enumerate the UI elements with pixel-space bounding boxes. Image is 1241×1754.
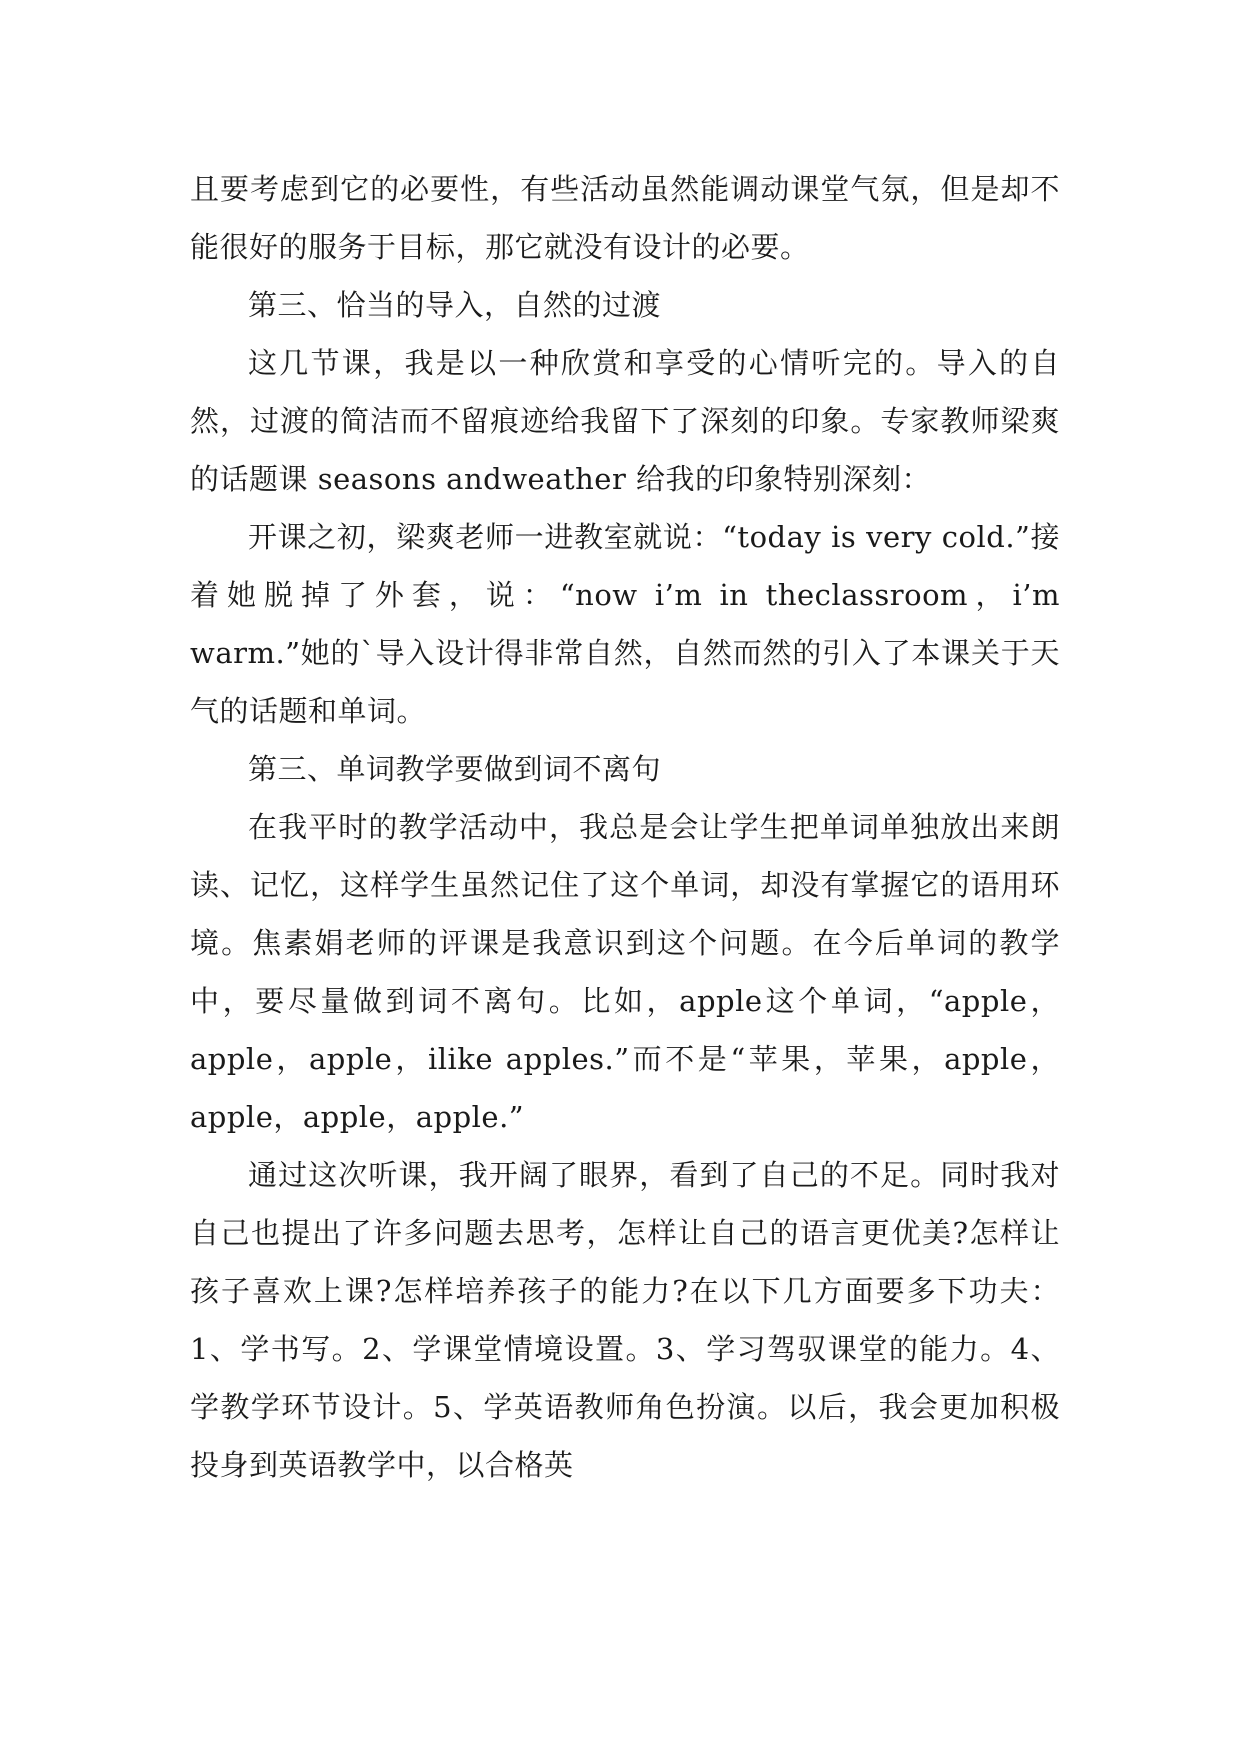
paragraph-vocabulary-teaching: 在我平时的教学活动中，我总是会让学生把单词单独放出来朗读、记忆，这样学生虽然记住了这个单词，却没有掌握它的语用环境。焦素娟老师的评课是我意识到这个问题。在今后单词的教学中，要尽量做到词不离句。比如，apple这个单词，“apple，apple，apple，ilike apples.”而不是“苹果，苹果，apple，apple，apple，apple.”: [190, 810, 1060, 1134]
paragraph-reflection: 通过这次听课，我开阔了眼界，看到了自己的不足。同时我对自己也提出了许多问题去思考，怎样让自己的语言更优美?怎样让孩子喜欢上课?怎样培养孩子的能力?在以下几方面要多下功夫：1、学书写。2、学课堂情境设置。3、学习驾驭课堂的能力。4、学教学环节设计。5、学英语教师角色扮演。以后，我会更加积极投身到英语教学中，以合格英: [190, 1158, 1060, 1482]
paragraph-lesson-observation: 这几节课，我是以一种欣赏和享受的心情听完的。导入的自然，过渡的简洁而不留痕迹给我留下了深刻的印象。专家教师梁爽的话题课 seasons andweather 给我的印象特别深刻：: [190, 346, 1060, 496]
paragraph-lesson-opening: 开课之初，梁爽老师一进教室就说：“today is very cold.”接着她脱掉了外套，说：“now i’m in theclassroom，i’m warm.”她的`导入设计得非常自然，自然而然的引入了本课关于天气的话题和单词。: [190, 520, 1060, 728]
section-heading-introduction: 第三、恰当的导入，自然的过渡: [248, 288, 662, 322]
section-heading-vocabulary: 第三、单词教学要做到词不离句: [248, 752, 662, 786]
document-body: [190, 160, 1060, 1494]
paragraph-continuation: 且要考虑到它的必要性，有些活动虽然能调动课堂气氛，但是却不能很好的服务于目标，那它就没有设计的必要。: [190, 172, 1060, 264]
